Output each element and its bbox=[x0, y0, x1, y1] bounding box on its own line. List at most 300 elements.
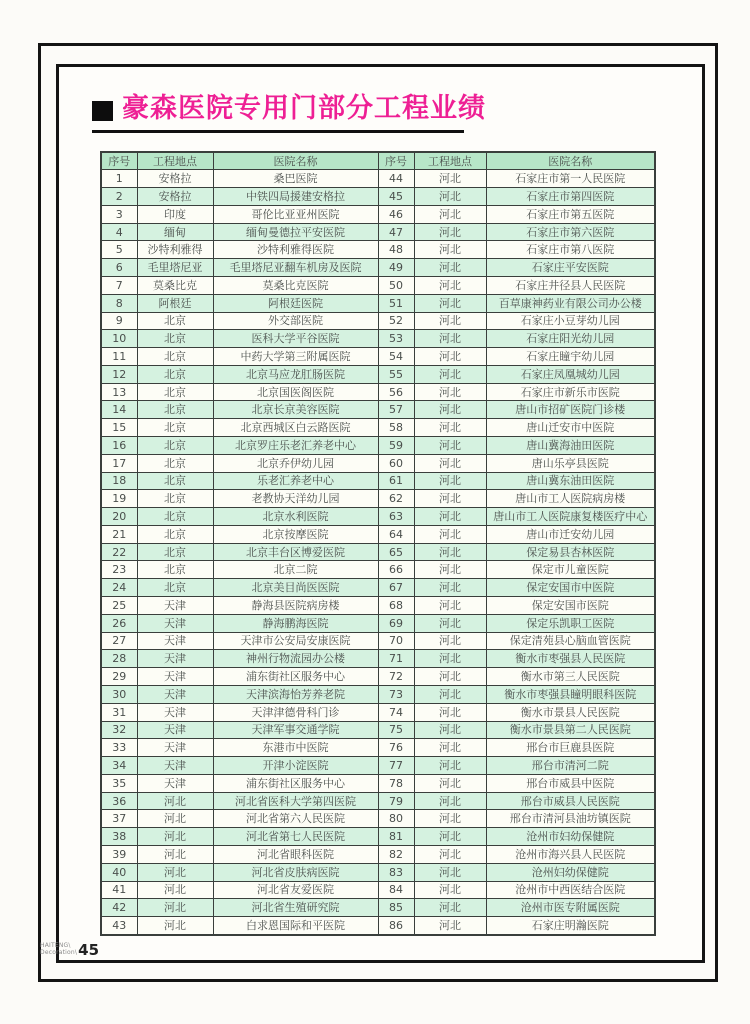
row-number: 65 bbox=[378, 543, 414, 561]
row-number: 24 bbox=[101, 579, 137, 597]
hospital-name: 北京罗庄乐老汇养老中心 bbox=[213, 437, 378, 455]
hospital-name: 衡水市景县第二人民医院 bbox=[486, 721, 655, 739]
table-row bbox=[101, 881, 655, 899]
hospital-name: 医科大学平谷医院 bbox=[213, 330, 378, 348]
hospital-name: 天津津德骨科门诊 bbox=[213, 703, 378, 721]
row-number: 39 bbox=[101, 845, 137, 863]
hospital-name: 毛里塔尼亚翻车机房及医院 bbox=[213, 259, 378, 277]
hospital-name: 神州行物流园办公楼 bbox=[213, 650, 378, 668]
table-row bbox=[101, 508, 655, 526]
hospital-name: 保定安国市中医院 bbox=[486, 579, 655, 597]
project-location: 阿根廷 bbox=[137, 294, 213, 312]
table-row bbox=[101, 383, 655, 401]
project-location: 河北 bbox=[414, 792, 486, 810]
hospital-name: 河北省第六人民医院 bbox=[213, 810, 378, 828]
project-location: 河北 bbox=[414, 294, 486, 312]
hospital-name: 唐山市迁安幼儿园 bbox=[486, 525, 655, 543]
project-location: 河北 bbox=[414, 472, 486, 490]
project-location: 河北 bbox=[414, 401, 486, 419]
project-location: 河北 bbox=[137, 810, 213, 828]
table-row bbox=[101, 614, 655, 632]
hospital-name: 浦东街社区服务中心 bbox=[213, 668, 378, 686]
hospital-name: 北京美目尚医医院 bbox=[213, 579, 378, 597]
table-row bbox=[101, 863, 655, 881]
hospital-name: 邢台市巨鹿县医院 bbox=[486, 739, 655, 757]
hospital-name: 唐山市招矿医院门诊楼 bbox=[486, 401, 655, 419]
table-row bbox=[101, 810, 655, 828]
row-number: 1 bbox=[101, 170, 137, 188]
row-number: 81 bbox=[378, 828, 414, 846]
row-number: 75 bbox=[378, 721, 414, 739]
project-location: 安格拉 bbox=[137, 170, 213, 188]
project-location: 北京 bbox=[137, 508, 213, 526]
hospital-name: 中药大学第三附属医院 bbox=[213, 348, 378, 366]
hospital-name: 唐山乐亭县医院 bbox=[486, 454, 655, 472]
project-location: 河北 bbox=[414, 703, 486, 721]
hospital-name: 乐老汇养老中心 bbox=[213, 472, 378, 490]
table-row bbox=[101, 525, 655, 543]
hospital-name: 中铁四局援建安格拉 bbox=[213, 188, 378, 206]
row-number: 71 bbox=[378, 650, 414, 668]
hospital-name: 沙特利雅得医院 bbox=[213, 241, 378, 259]
hospital-name: 河北省皮肤病医院 bbox=[213, 863, 378, 881]
hospital-name: 北京长京美容医院 bbox=[213, 401, 378, 419]
row-number: 36 bbox=[101, 792, 137, 810]
square-bullet-icon bbox=[92, 101, 113, 121]
table-row bbox=[101, 668, 655, 686]
hospital-name: 石家庄市新乐市医院 bbox=[486, 383, 655, 401]
hospital-name: 北京水利医院 bbox=[213, 508, 378, 526]
hospital-name: 浦东街社区服务中心 bbox=[213, 774, 378, 792]
hospital-name: 沧州市中西医结合医院 bbox=[486, 881, 655, 899]
row-number: 5 bbox=[101, 241, 137, 259]
project-location: 河北 bbox=[414, 597, 486, 615]
table-row bbox=[101, 543, 655, 561]
table-row bbox=[101, 650, 655, 668]
table-row bbox=[101, 828, 655, 846]
hospital-name: 桑巴医院 bbox=[213, 170, 378, 188]
hospital-name: 莫桑比克医院 bbox=[213, 276, 378, 294]
project-location: 河北 bbox=[414, 348, 486, 366]
project-location: 河北 bbox=[137, 917, 213, 935]
hospital-name: 天津滨海怡芳养老院 bbox=[213, 685, 378, 703]
row-number: 69 bbox=[378, 614, 414, 632]
hospital-name: 保定安国市医院 bbox=[486, 597, 655, 615]
project-location: 河北 bbox=[414, 739, 486, 757]
project-location: 河北 bbox=[414, 330, 486, 348]
hospital-name: 沧州妇幼保健院 bbox=[486, 863, 655, 881]
hospital-name: 北京乔伊幼儿园 bbox=[213, 454, 378, 472]
project-location: 北京 bbox=[137, 437, 213, 455]
table-row bbox=[101, 703, 655, 721]
row-number: 45 bbox=[378, 188, 414, 206]
row-number: 19 bbox=[101, 490, 137, 508]
brand-logo-text bbox=[40, 943, 77, 957]
table-row bbox=[101, 757, 655, 775]
project-location: 北京 bbox=[137, 525, 213, 543]
row-number: 74 bbox=[378, 703, 414, 721]
page-number: 45 bbox=[78, 941, 100, 959]
row-number: 7 bbox=[101, 276, 137, 294]
project-location: 沙特利雅得 bbox=[137, 241, 213, 259]
project-location: 河北 bbox=[414, 561, 486, 579]
row-number: 67 bbox=[378, 579, 414, 597]
row-number: 13 bbox=[101, 383, 137, 401]
hospital-name: 哥伦比亚亚州医院 bbox=[213, 205, 378, 223]
project-location: 北京 bbox=[137, 454, 213, 472]
hospital-name: 北京西城区白云路医院 bbox=[213, 419, 378, 437]
hospital-name: 天津市公安局安康医院 bbox=[213, 632, 378, 650]
project-location: 河北 bbox=[137, 881, 213, 899]
table-row bbox=[101, 437, 655, 455]
project-location: 天津 bbox=[137, 597, 213, 615]
row-number: 82 bbox=[378, 845, 414, 863]
hospital-name: 保定乐凯职工医院 bbox=[486, 614, 655, 632]
table-row bbox=[101, 330, 655, 348]
table-row bbox=[101, 597, 655, 615]
project-location: 河北 bbox=[414, 276, 486, 294]
row-number: 52 bbox=[378, 312, 414, 330]
row-number: 48 bbox=[378, 241, 414, 259]
project-location: 莫桑比克 bbox=[137, 276, 213, 294]
row-number: 14 bbox=[101, 401, 137, 419]
hospital-name: 保定市儿童医院 bbox=[486, 561, 655, 579]
row-number: 30 bbox=[101, 685, 137, 703]
project-location: 河北 bbox=[414, 543, 486, 561]
hospital-name: 静海鹏海医院 bbox=[213, 614, 378, 632]
hospital-name: 衡水市枣强县瞳明眼科医院 bbox=[486, 685, 655, 703]
row-number: 26 bbox=[101, 614, 137, 632]
hospital-name: 白求恩国际和平医院 bbox=[213, 917, 378, 935]
project-location: 河北 bbox=[414, 650, 486, 668]
hospital-name: 河北省眼科医院 bbox=[213, 845, 378, 863]
hospital-name: 河北省生殖研究院 bbox=[213, 899, 378, 917]
project-location: 天津 bbox=[137, 703, 213, 721]
project-location: 北京 bbox=[137, 312, 213, 330]
row-number: 9 bbox=[101, 312, 137, 330]
hospital-name: 缅甸曼德拉平安医院 bbox=[213, 223, 378, 241]
row-number: 15 bbox=[101, 419, 137, 437]
table-row bbox=[101, 899, 655, 917]
row-number: 44 bbox=[378, 170, 414, 188]
row-number: 31 bbox=[101, 703, 137, 721]
table-row bbox=[101, 579, 655, 597]
row-number: 21 bbox=[101, 525, 137, 543]
brand-line-1: HAITENG\ bbox=[40, 942, 71, 950]
table-row bbox=[101, 276, 655, 294]
project-location: 北京 bbox=[137, 330, 213, 348]
column-header: 序号 bbox=[378, 152, 414, 170]
row-number: 22 bbox=[101, 543, 137, 561]
row-number: 42 bbox=[101, 899, 137, 917]
hospital-name: 北京马应龙肛肠医院 bbox=[213, 365, 378, 383]
project-location: 河北 bbox=[414, 241, 486, 259]
row-number: 20 bbox=[101, 508, 137, 526]
hospital-name: 北京按摩医院 bbox=[213, 525, 378, 543]
project-location: 河北 bbox=[414, 205, 486, 223]
hospital-name: 沧州市妇幼保健院 bbox=[486, 828, 655, 846]
row-number: 35 bbox=[101, 774, 137, 792]
column-header: 医院名称 bbox=[213, 152, 378, 170]
table-row bbox=[101, 721, 655, 739]
table-row bbox=[101, 188, 655, 206]
hospital-name: 保定清苑县心脑血管医院 bbox=[486, 632, 655, 650]
project-location: 河北 bbox=[414, 383, 486, 401]
project-location: 天津 bbox=[137, 668, 213, 686]
row-number: 57 bbox=[378, 401, 414, 419]
hospital-name: 石家庄明瀚医院 bbox=[486, 917, 655, 935]
project-location: 河北 bbox=[414, 917, 486, 935]
column-header: 医院名称 bbox=[486, 152, 655, 170]
project-location: 北京 bbox=[137, 365, 213, 383]
row-number: 37 bbox=[101, 810, 137, 828]
hospital-name: 外交部医院 bbox=[213, 312, 378, 330]
project-location: 北京 bbox=[137, 348, 213, 366]
table-row bbox=[101, 632, 655, 650]
table-row bbox=[101, 259, 655, 277]
hospital-name: 唐山市工人医院病房楼 bbox=[486, 490, 655, 508]
hospital-name: 北京丰台区博爱医院 bbox=[213, 543, 378, 561]
row-number: 2 bbox=[101, 188, 137, 206]
table-row bbox=[101, 845, 655, 863]
row-number: 33 bbox=[101, 739, 137, 757]
table-row bbox=[101, 170, 655, 188]
project-location: 河北 bbox=[137, 863, 213, 881]
row-number: 66 bbox=[378, 561, 414, 579]
table-row bbox=[101, 241, 655, 259]
row-number: 41 bbox=[101, 881, 137, 899]
row-number: 38 bbox=[101, 828, 137, 846]
project-location: 河北 bbox=[414, 259, 486, 277]
hospital-name: 保定易县杏林医院 bbox=[486, 543, 655, 561]
project-location: 河北 bbox=[414, 579, 486, 597]
project-location: 安格拉 bbox=[137, 188, 213, 206]
table-row bbox=[101, 312, 655, 330]
table-row bbox=[101, 365, 655, 383]
hospital-name: 唐山冀海油田医院 bbox=[486, 437, 655, 455]
hospital-name: 衡水市枣强县人民医院 bbox=[486, 650, 655, 668]
project-location: 毛里塔尼亚 bbox=[137, 259, 213, 277]
row-number: 79 bbox=[378, 792, 414, 810]
row-number: 59 bbox=[378, 437, 414, 455]
hospital-name: 石家庄凤凰城幼儿园 bbox=[486, 365, 655, 383]
row-number: 29 bbox=[101, 668, 137, 686]
hospital-name: 衡水市景县人民医院 bbox=[486, 703, 655, 721]
hospital-name: 百草康神药业有限公司办公楼 bbox=[486, 294, 655, 312]
table-row bbox=[101, 561, 655, 579]
row-number: 34 bbox=[101, 757, 137, 775]
footer-mark bbox=[40, 941, 99, 959]
row-number: 8 bbox=[101, 294, 137, 312]
project-location: 河北 bbox=[414, 508, 486, 526]
row-number: 84 bbox=[378, 881, 414, 899]
hospital-name: 天津军事交通学院 bbox=[213, 721, 378, 739]
project-location: 北京 bbox=[137, 419, 213, 437]
row-number: 62 bbox=[378, 490, 414, 508]
row-number: 53 bbox=[378, 330, 414, 348]
row-number: 78 bbox=[378, 774, 414, 792]
column-header: 工程地点 bbox=[137, 152, 213, 170]
row-number: 50 bbox=[378, 276, 414, 294]
hospital-name: 老教协天洋幼儿园 bbox=[213, 490, 378, 508]
hospital-name: 东港市中医院 bbox=[213, 739, 378, 757]
row-number: 27 bbox=[101, 632, 137, 650]
project-location: 河北 bbox=[414, 757, 486, 775]
project-location: 缅甸 bbox=[137, 223, 213, 241]
hospital-name: 邢台市威县人民医院 bbox=[486, 792, 655, 810]
project-location: 天津 bbox=[137, 757, 213, 775]
project-location: 河北 bbox=[137, 899, 213, 917]
project-location: 河北 bbox=[414, 525, 486, 543]
row-number: 11 bbox=[101, 348, 137, 366]
row-number: 47 bbox=[378, 223, 414, 241]
hospital-name: 北京国医阁医院 bbox=[213, 383, 378, 401]
hospital-name: 衡水市第三人民医院 bbox=[486, 668, 655, 686]
hospital-name: 石家庄瞳宇幼儿园 bbox=[486, 348, 655, 366]
table-row bbox=[101, 454, 655, 472]
project-location: 北京 bbox=[137, 490, 213, 508]
project-location: 河北 bbox=[414, 419, 486, 437]
project-location: 河北 bbox=[137, 792, 213, 810]
project-location: 河北 bbox=[414, 774, 486, 792]
row-number: 86 bbox=[378, 917, 414, 935]
row-number: 73 bbox=[378, 685, 414, 703]
hospital-name: 石家庄市第六医院 bbox=[486, 223, 655, 241]
project-location: 天津 bbox=[137, 632, 213, 650]
hospital-name: 沧州市医专附属医院 bbox=[486, 899, 655, 917]
row-number: 64 bbox=[378, 525, 414, 543]
row-number: 76 bbox=[378, 739, 414, 757]
hospital-name: 石家庄阳光幼儿园 bbox=[486, 330, 655, 348]
project-location: 印度 bbox=[137, 205, 213, 223]
project-location: 北京 bbox=[137, 472, 213, 490]
hospital-name: 邢台市清河县油坊镇医院 bbox=[486, 810, 655, 828]
row-number: 16 bbox=[101, 437, 137, 455]
table-row bbox=[101, 294, 655, 312]
row-number: 6 bbox=[101, 259, 137, 277]
project-location: 河北 bbox=[414, 828, 486, 846]
table-row bbox=[101, 348, 655, 366]
project-location: 河北 bbox=[414, 899, 486, 917]
row-number: 10 bbox=[101, 330, 137, 348]
table-row bbox=[101, 472, 655, 490]
row-number: 46 bbox=[378, 205, 414, 223]
title-block bbox=[92, 93, 486, 133]
project-location: 河北 bbox=[414, 365, 486, 383]
hospital-name: 河北省医科大学第四医院 bbox=[213, 792, 378, 810]
row-number: 70 bbox=[378, 632, 414, 650]
row-number: 72 bbox=[378, 668, 414, 686]
project-location: 河北 bbox=[414, 188, 486, 206]
project-location: 天津 bbox=[137, 685, 213, 703]
project-location: 河北 bbox=[414, 845, 486, 863]
row-number: 58 bbox=[378, 419, 414, 437]
hospital-name: 河北省第七人民医院 bbox=[213, 828, 378, 846]
hospital-name: 石家庄市第一人民医院 bbox=[486, 170, 655, 188]
project-location: 河北 bbox=[414, 881, 486, 899]
hospital-name: 静海县医院病房楼 bbox=[213, 597, 378, 615]
hospital-name: 唐山冀东油田医院 bbox=[486, 472, 655, 490]
project-location: 北京 bbox=[137, 561, 213, 579]
project-location: 河北 bbox=[414, 490, 486, 508]
brand-line-2: Decoration\ bbox=[40, 949, 78, 956]
row-number: 40 bbox=[101, 863, 137, 881]
hospital-name: 唐山迁安市中医院 bbox=[486, 419, 655, 437]
row-number: 56 bbox=[378, 383, 414, 401]
column-header: 工程地点 bbox=[414, 152, 486, 170]
project-location: 河北 bbox=[414, 223, 486, 241]
project-location: 北京 bbox=[137, 543, 213, 561]
project-location: 天津 bbox=[137, 774, 213, 792]
row-number: 80 bbox=[378, 810, 414, 828]
row-number: 12 bbox=[101, 365, 137, 383]
table-header-row bbox=[101, 152, 655, 170]
project-location: 河北 bbox=[414, 810, 486, 828]
row-number: 4 bbox=[101, 223, 137, 241]
hospital-name: 邢台市清河二院 bbox=[486, 757, 655, 775]
project-location: 河北 bbox=[414, 668, 486, 686]
hospital-name: 沧州市海兴县人民医院 bbox=[486, 845, 655, 863]
hospital-name: 石家庄平安医院 bbox=[486, 259, 655, 277]
row-number: 25 bbox=[101, 597, 137, 615]
project-location: 河北 bbox=[414, 614, 486, 632]
row-number: 51 bbox=[378, 294, 414, 312]
hospital-name: 石家庄市第八医院 bbox=[486, 241, 655, 259]
row-number: 43 bbox=[101, 917, 137, 935]
project-location: 河北 bbox=[137, 845, 213, 863]
row-number: 3 bbox=[101, 205, 137, 223]
table-row bbox=[101, 419, 655, 437]
project-location: 天津 bbox=[137, 739, 213, 757]
hospital-name: 北京二院 bbox=[213, 561, 378, 579]
row-number: 55 bbox=[378, 365, 414, 383]
table-row bbox=[101, 490, 655, 508]
column-header: 序号 bbox=[101, 152, 137, 170]
table-row bbox=[101, 401, 655, 419]
hospital-name: 石家庄小豆芽幼儿园 bbox=[486, 312, 655, 330]
row-number: 17 bbox=[101, 454, 137, 472]
row-number: 60 bbox=[378, 454, 414, 472]
row-number: 77 bbox=[378, 757, 414, 775]
projects-table-body bbox=[101, 152, 655, 935]
hospital-name: 石家庄井径县人民医院 bbox=[486, 276, 655, 294]
table-row bbox=[101, 774, 655, 792]
project-location: 北京 bbox=[137, 383, 213, 401]
project-location: 天津 bbox=[137, 650, 213, 668]
table-row bbox=[101, 739, 655, 757]
project-location: 河北 bbox=[414, 632, 486, 650]
project-location: 北京 bbox=[137, 401, 213, 419]
hospital-name: 邢台市威县中医院 bbox=[486, 774, 655, 792]
hospital-name: 河北省友爱医院 bbox=[213, 881, 378, 899]
page-title: 豪森医院专用门部分工程业绩 bbox=[122, 93, 486, 124]
row-number: 18 bbox=[101, 472, 137, 490]
project-location: 河北 bbox=[414, 685, 486, 703]
row-number: 83 bbox=[378, 863, 414, 881]
row-number: 49 bbox=[378, 259, 414, 277]
row-number: 23 bbox=[101, 561, 137, 579]
row-number: 68 bbox=[378, 597, 414, 615]
table-row bbox=[101, 917, 655, 935]
project-location: 河北 bbox=[414, 721, 486, 739]
row-number: 61 bbox=[378, 472, 414, 490]
hospital-name: 开津小淀医院 bbox=[213, 757, 378, 775]
project-location: 天津 bbox=[137, 721, 213, 739]
project-location: 天津 bbox=[137, 614, 213, 632]
row-number: 85 bbox=[378, 899, 414, 917]
project-location: 北京 bbox=[137, 579, 213, 597]
hospital-name: 石家庄市第五医院 bbox=[486, 205, 655, 223]
